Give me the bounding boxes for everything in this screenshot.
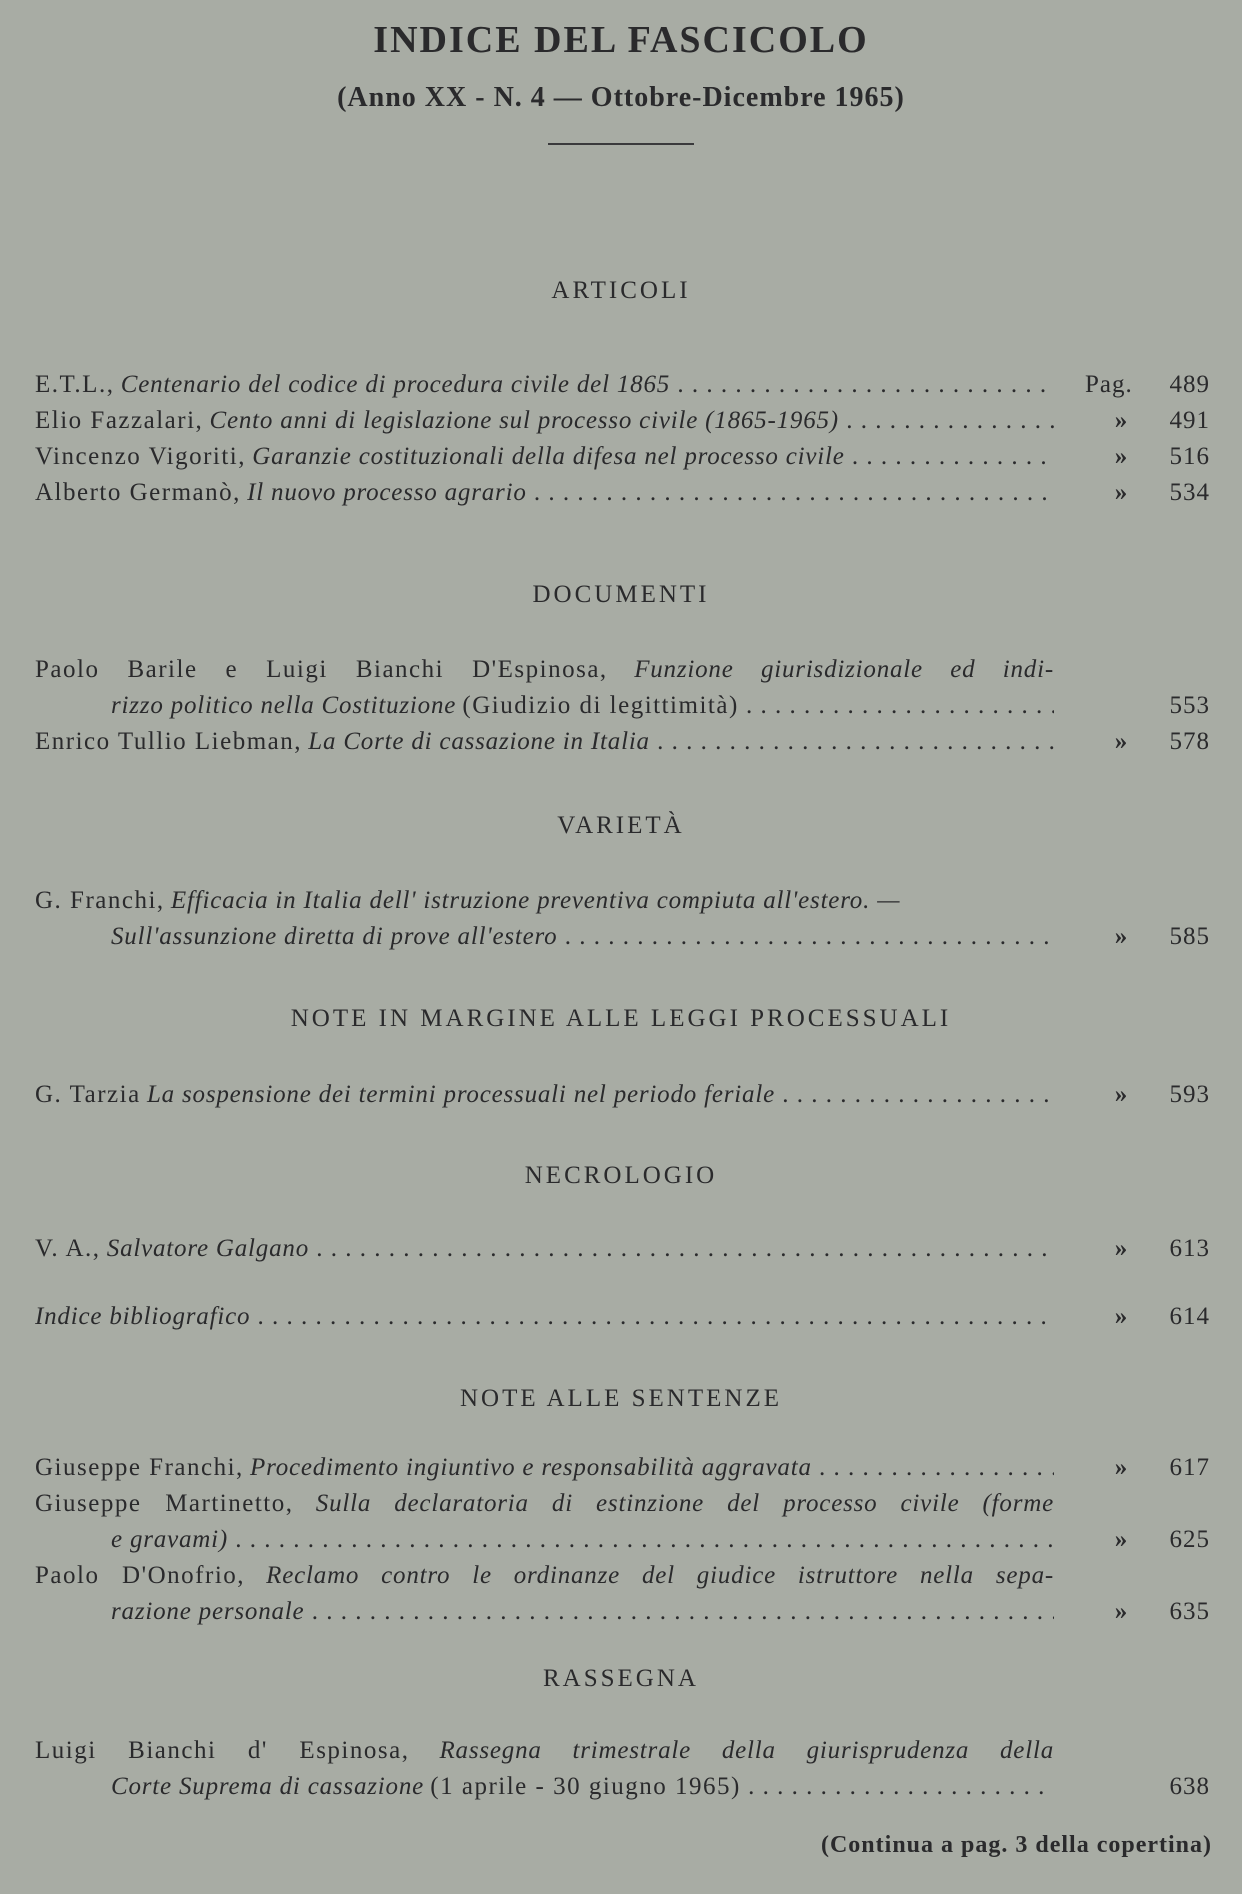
entry-title-continued: rizzo politico nella Costituzione [111, 692, 457, 719]
toc-entry [35, 1558, 1210, 1594]
section-heading-note-margine: NOTE IN MARGINE ALLE LEGGI PROCESSUALI [290, 1005, 952, 1032]
ditto-mark: » [1114, 1235, 1128, 1262]
toc-entry [35, 724, 1210, 760]
page-number: 534 [1169, 479, 1210, 506]
entry-title: Sulla declaratoria di estinzione del processo civile (forme [315, 1490, 1054, 1517]
entry-author: Vincenzo Vigoriti, [35, 443, 246, 470]
page-number: 585 [1169, 923, 1210, 950]
page-number: 638 [1169, 1773, 1210, 1800]
entry-author: G. Tarzia [35, 1081, 141, 1108]
entry-title: Garanzie costituzionali della difesa nel processo civile [252, 443, 845, 470]
page-label: Pag. [1085, 371, 1133, 398]
ditto-mark: » [1114, 1526, 1128, 1553]
ditto-mark: » [1114, 1598, 1128, 1625]
toc-entry-continued [35, 919, 1210, 955]
entry-title: Salvatore Galgano [106, 1235, 310, 1262]
entry-author: Enrico Tullio Liebman, [35, 728, 303, 755]
toc-entry [35, 652, 1210, 688]
page-number: 625 [1169, 1526, 1210, 1553]
entry-author: Elio Fazzalari, [35, 407, 204, 434]
toc-entry-continued [35, 1769, 1210, 1805]
ditto-mark: » [1114, 1081, 1128, 1108]
page-number: 635 [1169, 1598, 1210, 1625]
ditto-mark: » [1114, 479, 1128, 506]
section-heading-documenti: DOCUMENTI [532, 581, 710, 608]
page-number: 593 [1169, 1081, 1210, 1108]
entry-title: Il nuovo processo agrario [247, 479, 527, 506]
entry-author: E.T.L., [35, 371, 115, 398]
entry-title-continued: Corte Suprema di cassazione [111, 1773, 425, 1800]
continuation-note: (Continua a pag. 3 della copertina) [820, 1832, 1212, 1858]
toc-entry [35, 367, 1210, 403]
toc-entry [35, 883, 1210, 919]
entry-author: Giuseppe Martinetto, [35, 1490, 294, 1517]
entry-title: Funzione giurisdizionale ed indi- [634, 656, 1054, 683]
entry-title: Indice bibliografico [35, 1303, 251, 1330]
ditto-mark: » [1114, 1454, 1128, 1481]
ditto-mark: » [1114, 443, 1128, 470]
page-number: 578 [1169, 728, 1210, 755]
ditto-mark: » [1114, 923, 1128, 950]
section-necrologio [35, 1231, 1210, 1267]
toc-entry [35, 403, 1210, 439]
toc-entry [35, 1231, 1210, 1267]
entry-title: Efficacia in Italia dell' istruzione preventiva compiuta all'estero. — [170, 887, 901, 914]
page-number: 491 [1169, 407, 1210, 434]
entry-author: Paolo Barile e Luigi Bianchi D'Espinosa, [35, 656, 608, 683]
entry-author: Giuseppe Franchi, [35, 1454, 244, 1481]
section-varieta [35, 883, 1210, 955]
section-articoli [35, 367, 1210, 511]
ditto-mark: » [1114, 728, 1128, 755]
toc-entry [35, 475, 1210, 511]
section-heading-note-sentenze: NOTE ALLE SENTENZE [459, 1385, 782, 1412]
entry-title: Reclamo contro le ordinanze del giudice istruttore nella sepa- [266, 1562, 1054, 1589]
page-number: 614 [1169, 1303, 1210, 1330]
entry-title-continued: e gravami) [111, 1526, 228, 1553]
section-note-sentenze [35, 1450, 1210, 1630]
title-divider [548, 143, 694, 145]
page-number: 553 [1169, 692, 1210, 719]
entry-title: La Corte di cassazione in Italia [308, 728, 650, 755]
entry-title: Cento anni di legislazione sul processo civile (1865-1965) [209, 407, 839, 434]
issue-subtitle: (Anno XX - N. 4 — Ottobre-Dicembre 1965) [337, 82, 905, 113]
toc-entry-continued [35, 1594, 1210, 1630]
entry-author: G. Franchi, [35, 887, 165, 914]
toc-entry [35, 439, 1210, 475]
toc-entry [35, 1733, 1210, 1769]
section-heading-varieta: VARIETÀ [557, 812, 685, 839]
toc-entry-continued [35, 1522, 1210, 1558]
section-note-margine [35, 1077, 1210, 1113]
page-number: 516 [1169, 443, 1210, 470]
entry-title-note: (1 aprile - 30 giugno 1965) [430, 1773, 741, 1800]
section-documenti [35, 652, 1210, 760]
section-heading-necrologio: NECROLOGIO [524, 1162, 718, 1189]
ditto-mark: » [1114, 407, 1128, 434]
entry-author: V. A., [35, 1235, 101, 1262]
entry-title: Rassegna trimestrale della giurisprudenza della [439, 1737, 1054, 1764]
entry-title: La sospensione dei termini processuali nel periodo feriale [146, 1081, 775, 1108]
entry-title-continued: razione personale [111, 1598, 305, 1625]
entry-title: Procedimento ingiuntivo e responsabilità aggravata [250, 1454, 812, 1481]
section-heading-articoli: ARTICOLI [551, 277, 691, 304]
section-rassegna [35, 1733, 1210, 1805]
section-indice-bibliografico [35, 1299, 1210, 1335]
entry-title-continued: Sull'assunzione diretta di prove all'estero [111, 923, 558, 950]
entry-author: Paolo D'Onofrio, [35, 1562, 246, 1589]
page-number: 617 [1169, 1454, 1210, 1481]
entry-author: Luigi Bianchi d' Espinosa, [35, 1737, 410, 1764]
page-number: 613 [1169, 1235, 1210, 1262]
toc-entry [35, 1486, 1210, 1522]
entry-author: Alberto Germanò, [35, 479, 241, 506]
ditto-mark: » [1114, 1303, 1128, 1330]
entry-title: Centenario del codice di procedura civile del 1865 [120, 371, 671, 398]
toc-entry [35, 1077, 1210, 1113]
section-heading-rassegna: RASSEGNA [543, 1665, 699, 1692]
page-number: 489 [1169, 371, 1210, 398]
toc-entry [35, 1450, 1210, 1486]
toc-entry-continued [35, 688, 1210, 724]
entry-title-note: (Giudizio di legittimità) [462, 692, 739, 719]
page-title: INDICE DEL FASCICOLO [373, 19, 869, 61]
toc-entry [35, 1299, 1210, 1335]
